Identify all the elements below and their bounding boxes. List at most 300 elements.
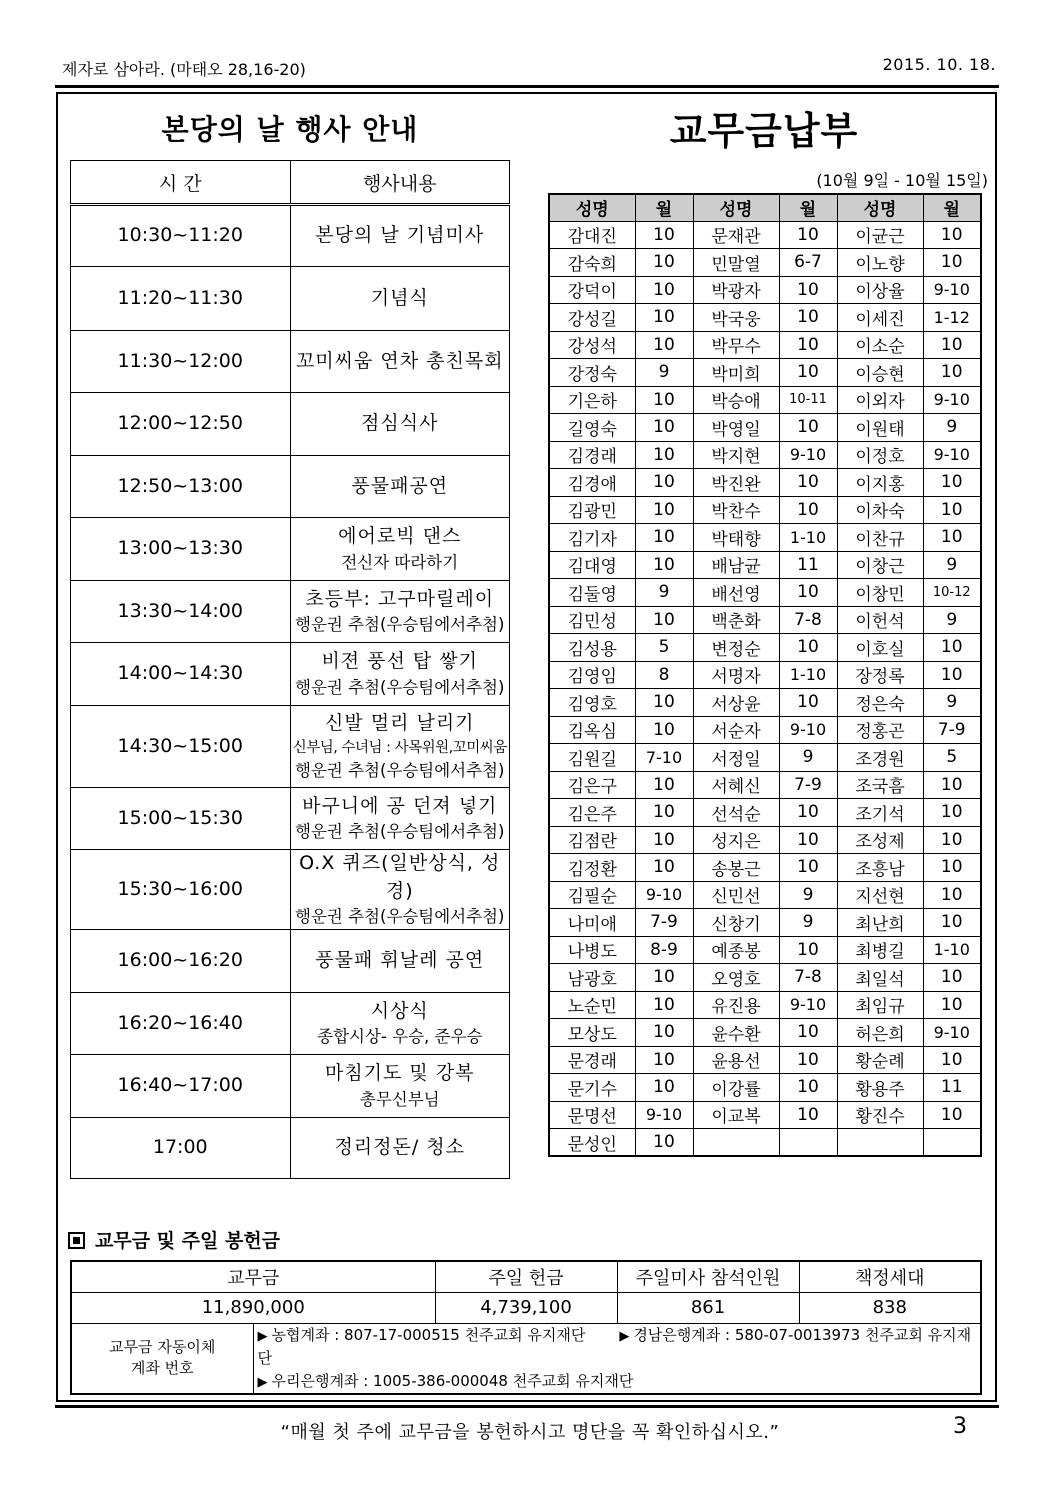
summary-col-households: 책정세대 [799,1261,981,1292]
roster-month: 10 [635,221,693,249]
roster-col-month: 월 [635,194,693,221]
roster-month: 9 [923,414,981,442]
roster-month: 10 [923,496,981,524]
roster-name: 이찬규 [837,524,923,552]
roster-name: 최병길 [837,936,923,964]
event-detail: 종합시상- 우승, 준우승 [317,1027,483,1047]
roster-month: 10 [635,964,693,992]
roster-month: 10 [635,441,693,469]
roster-month: 11 [923,1074,981,1102]
roster-name: 이노향 [837,249,923,277]
roster-name: 이호실 [837,634,923,662]
schedule-row [71,331,510,393]
roster-name: 황진수 [837,1101,923,1129]
roster-name: 이지홍 [837,469,923,497]
roster-name [693,1129,779,1157]
roster-row [549,1019,981,1047]
schedule-row [71,518,510,581]
account-label-line1: 교무금 자동이체 [109,1337,216,1356]
event-detail: 신부님, 수녀님 : 사목위원,꼬미씨움 [292,739,507,756]
roster-row [549,524,981,552]
roster-name: 김민성 [549,606,635,634]
roster-name: 김은구 [549,771,635,799]
event-name: O.X 퀴즈(일반상식, 성경) [299,852,501,902]
roster-name: 송봉근 [693,854,779,882]
schedule-content [290,643,510,706]
roster-month: 10 [779,221,837,249]
roster-month: 9 [779,744,837,772]
triangle-right-icon: ▶ [257,1328,268,1344]
roster-month: 10 [635,331,693,359]
roster-month: 9-10 [779,716,837,744]
roster-name: 김영임 [549,661,635,689]
summary-offering-value: 4,739,100 [435,1292,617,1323]
schedule-content [290,1055,510,1118]
roster-name: 서상윤 [693,689,779,717]
roster-month: 10 [779,496,837,524]
roster-col-name: 성명 [837,194,923,221]
roster-row [549,964,981,992]
schedule-time: 10:30~11:20 [71,205,291,267]
roster-month: 10 [923,249,981,277]
roster-month: 10 [923,909,981,937]
account-list [253,1323,981,1394]
roster-name: 박승애 [693,386,779,414]
roster-name: 서정일 [693,744,779,772]
schedule-content [290,205,510,267]
roster-row [549,221,981,249]
roster-month: 10 [635,1074,693,1102]
roster-month: 10 [779,826,837,854]
schedule-row [71,706,510,788]
roster-row [549,771,981,799]
roster-name: 신창기 [693,909,779,937]
roster-row [549,1074,981,1102]
roster-month: 9 [779,881,837,909]
roster-name: 황순례 [837,1046,923,1074]
account-kyongnam: 경남은행계좌 : 580-07-0013973 천주교회 유지재단 [257,1325,972,1367]
event-name: 마침기도 및 강복 [324,1062,475,1085]
roster-month: 10 [779,331,837,359]
schedule-content [290,930,510,993]
square-bullet-icon [68,1232,85,1249]
roster-name: 예종봉 [693,936,779,964]
roster-month: 7-9 [923,716,981,744]
roster-month: 10 [923,854,981,882]
roster-name: 강성석 [549,331,635,359]
roster-name: 문기수 [549,1074,635,1102]
roster-month: 10 [635,771,693,799]
summary-households-value: 838 [799,1292,981,1323]
roster-month: 10 [635,799,693,827]
roster-name: 김성용 [549,634,635,662]
roster-month: 10 [635,689,693,717]
roster-month: 10 [923,359,981,387]
roster-row [549,249,981,277]
roster-row [549,936,981,964]
roster-month: 9 [923,689,981,717]
roster-month: 7-8 [779,606,837,634]
roster-month: 9-10 [923,1019,981,1047]
roster-month: 10 [923,771,981,799]
event-detail: 행운권 추첨(우승팀에서추첨) [295,615,505,635]
roster-month: 10 [923,331,981,359]
roster-month: 8-9 [635,936,693,964]
roster-name: 나미애 [549,909,635,937]
schedule-time: 16:00~16:20 [71,930,291,993]
roster-name: 조기석 [837,799,923,827]
roster-month: 11 [779,551,837,579]
event-name: 풍물패 휘날레 공연 [315,949,485,972]
event-detail: 행운권 추첨(우승팀에서추첨) [295,760,505,780]
roster-row [549,496,981,524]
roster-month: 10 [779,276,837,304]
account-woori: 우리은행계좌 : 1005-386-000048 천주교회 유지재단 [271,1372,634,1390]
roster-name: 장정록 [837,661,923,689]
fee-section-title: 교무금납부 [669,109,859,153]
roster-month: 9-10 [923,441,981,469]
roster-month: 10 [779,634,837,662]
roster-name: 김경래 [549,441,635,469]
roster-row [549,414,981,442]
roster-name: 지선현 [837,881,923,909]
schedule-content [290,518,510,581]
schedule-row [71,643,510,706]
roster-month: 10 [635,276,693,304]
roster-month: 10 [635,1019,693,1047]
roster-name: 유진용 [693,991,779,1019]
roster-month: 7-8 [779,964,837,992]
roster-month [779,1129,837,1157]
roster-row [549,276,981,304]
roster-month: 10-12 [923,579,981,607]
roster-name: 정홍곤 [837,716,923,744]
schedule-row [71,930,510,993]
roster-col-name: 성명 [693,194,779,221]
roster-month: 10 [779,1074,837,1102]
top-rule [55,85,999,88]
roster-month: 10 [779,304,837,332]
event-name: 본당의 날 기념미사 [315,224,485,247]
roster-month: 1-10 [779,524,837,552]
roster-month: 10 [779,689,837,717]
roster-name: 백춘화 [693,606,779,634]
roster-month: 8 [635,661,693,689]
fee-period: (10월 9일 - 10월 15일) [816,171,988,190]
triangle-right-icon: ▶ [257,1375,268,1390]
roster-month: 10 [923,991,981,1019]
schedule-time: 16:20~16:40 [71,993,291,1055]
roster-month: 1-12 [923,304,981,332]
roster-month: 9-10 [635,1101,693,1129]
roster-month: 5 [923,744,981,772]
roster-name: 허은희 [837,1019,923,1047]
roster-month: 10-11 [779,386,837,414]
roster-name: 이균근 [837,221,923,249]
roster-row [549,1046,981,1074]
roster-name: 문성인 [549,1129,635,1157]
roster-month: 10 [635,854,693,882]
event-detail: 행운권 추첨(우승팀에서추첨) [295,907,505,927]
roster-row [549,1129,981,1157]
account-row [71,1323,981,1394]
header-scripture: 제자로 삼아라. (마태오 28,16-20) [62,60,306,79]
roster-month: 10 [635,249,693,277]
roster-month: 10 [635,469,693,497]
roster-name: 김원길 [549,744,635,772]
roster-month: 1-10 [779,661,837,689]
account-label-line2: 계좌 번호 [130,1359,194,1378]
roster-month: 10 [923,881,981,909]
roster-name: 이창근 [837,551,923,579]
roster-name: 서명자 [693,661,779,689]
roster-name: 민말열 [693,249,779,277]
roster-row [549,881,981,909]
schedule-row [71,267,510,331]
roster-name: 박무수 [693,331,779,359]
schedule-row [71,581,510,643]
roster-month: 10 [635,1129,693,1157]
event-schedule-table [70,160,510,1179]
roster-name: 최임규 [837,991,923,1019]
roster-month: 10 [779,1101,837,1129]
roster-month: 9 [923,551,981,579]
event-name: 기념식 [370,286,429,309]
roster-row [549,854,981,882]
roster-month: 10 [779,854,837,882]
roster-month: 10 [779,1019,837,1047]
schedule-content [290,1118,510,1179]
roster-month: 10 [923,469,981,497]
summary-col-offering: 주일 헌금 [435,1261,617,1292]
roster-name: 박태향 [693,524,779,552]
roster-month: 9-10 [923,276,981,304]
roster-month: 10 [923,634,981,662]
roster-name: 서순자 [693,716,779,744]
schedule-time: 14:30~15:00 [71,706,291,788]
account-nonghyup: 농협계좌 : 807-17-000515 천주교회 유지재단 [271,1325,586,1344]
roster-row [549,441,981,469]
roster-name: 이교복 [693,1101,779,1129]
roster-name: 조국흠 [837,771,923,799]
event-detail: 총무신부님 [359,1089,440,1109]
roster-month: 5 [635,634,693,662]
roster-month: 9-10 [635,881,693,909]
roster-name: 박국웅 [693,304,779,332]
roster-row [549,1101,981,1129]
roster-month [923,1129,981,1157]
roster-row [549,579,981,607]
roster-row [549,799,981,827]
event-detail: 행운권 추첨(우승팀에서추첨) [295,677,505,697]
footer-quote: “매월 첫 주에 교무금을 봉헌하시고 명단을 꼭 확인하십시오.” [280,1422,780,1443]
roster-name: 박찬수 [693,496,779,524]
roster-name: 박광자 [693,276,779,304]
roster-month: 7-9 [635,909,693,937]
roster-month: 10 [635,991,693,1019]
roster-name: 성지은 [693,826,779,854]
event-section-title: 본당의 날 행사 안내 [161,113,419,146]
roster-name: 조경원 [837,744,923,772]
schedule-time: 17:00 [71,1118,291,1179]
bottom-rule [55,1405,999,1408]
roster-month: 10 [923,964,981,992]
roster-month: 10 [635,386,693,414]
schedule-time: 13:00~13:30 [71,518,291,581]
event-name: 신발 멀리 날리기 [324,712,475,735]
roster-month: 10 [635,551,693,579]
roster-row [549,634,981,662]
roster-month: 7-10 [635,744,693,772]
roster-name: 김정환 [549,854,635,882]
roster-name: 이헌석 [837,606,923,634]
roster-name: 배남균 [693,551,779,579]
roster-name: 문재관 [693,221,779,249]
event-name: 풍물패공연 [351,474,449,497]
roster-month: 10 [923,1046,981,1074]
roster-row [549,744,981,772]
roster-month: 10 [779,469,837,497]
roster-name: 김광민 [549,496,635,524]
event-detail: 행운권 추첨(우승팀에서추첨) [295,822,505,842]
schedule-content [290,850,510,930]
roster-name: 박지현 [693,441,779,469]
roster-name: 이창민 [837,579,923,607]
roster-name: 강정숙 [549,359,635,387]
roster-name: 신민선 [693,881,779,909]
summary-value-row [71,1292,981,1323]
summary-table [70,1260,982,1395]
roster-name: 이정호 [837,441,923,469]
roster-name: 황용주 [837,1074,923,1102]
roster-month: 9-10 [779,441,837,469]
roster-month: 10 [635,606,693,634]
schedule-time: 13:30~14:00 [71,581,291,643]
roster-month: 10 [923,524,981,552]
roster-row [549,331,981,359]
schedule-col-content: 행사내용 [290,161,510,205]
roster-month: 9-10 [779,991,837,1019]
event-name: 초등부: 고구마릴레이 [305,587,495,610]
roster-name: 조흥남 [837,854,923,882]
roster-header-row [549,194,981,221]
schedule-content [290,706,510,788]
roster-name: 오영호 [693,964,779,992]
roster-row [549,716,981,744]
roster-name: 길영숙 [549,414,635,442]
roster-name: 감숙희 [549,249,635,277]
roster-row [549,469,981,497]
roster-row [549,304,981,332]
schedule-content [290,456,510,518]
roster-name: 최일석 [837,964,923,992]
schedule-content [290,788,510,850]
schedule-row [71,993,510,1055]
roster-month: 10 [779,579,837,607]
roster-row [549,661,981,689]
roster-name: 김대영 [549,551,635,579]
summary-header-row [71,1261,981,1292]
summary-attendance-value: 861 [617,1292,799,1323]
roster-month: 10 [635,414,693,442]
schedule-time: 16:40~17:00 [71,1055,291,1118]
roster-month: 10 [635,524,693,552]
schedule-content [290,993,510,1055]
roster-month: 10 [779,1046,837,1074]
roster-name: 박진완 [693,469,779,497]
roster-month: 10 [923,826,981,854]
roster-name: 정은숙 [837,689,923,717]
schedule-row [71,205,510,267]
roster-name: 김기자 [549,524,635,552]
roster-row [549,909,981,937]
roster-name: 이차숙 [837,496,923,524]
event-name: 시상식 [370,999,429,1022]
roster-row [549,606,981,634]
roster-name: 김경애 [549,469,635,497]
summary-col-fee: 교무금 [71,1261,435,1292]
header-date: 2015. 10. 18. [882,55,996,74]
schedule-content [290,267,510,331]
roster-month: 10 [779,936,837,964]
schedule-col-time: 시 간 [71,161,291,205]
roster-name: 이승현 [837,359,923,387]
roster-month: 10 [779,414,837,442]
roster-name: 모상도 [549,1019,635,1047]
roster-name: 이외자 [837,386,923,414]
roster-month: 9 [923,606,981,634]
schedule-row [71,1118,510,1179]
roster-month: 6-7 [779,249,837,277]
roster-month: 1-10 [923,936,981,964]
schedule-row [71,788,510,850]
roster-month: 10 [635,496,693,524]
schedule-content [290,581,510,643]
roster-col-name: 성명 [549,194,635,221]
schedule-row [71,850,510,930]
roster-name: 김필순 [549,881,635,909]
event-detail: 전신자 따라하기 [341,552,459,572]
roster-month: 10 [923,221,981,249]
schedule-row [71,456,510,518]
roster-name: 노순민 [549,991,635,1019]
roster-name: 이상율 [837,276,923,304]
roster-month: 10 [635,716,693,744]
roster-month: 10 [779,359,837,387]
roster-name: 문경래 [549,1046,635,1074]
roster-name: 이강률 [693,1074,779,1102]
roster-name: 이세진 [837,304,923,332]
roster-name: 강덕이 [549,276,635,304]
schedule-time: 11:30~12:00 [71,331,291,393]
roster-name: 김옥심 [549,716,635,744]
roster-name: 윤수환 [693,1019,779,1047]
roster-name: 나병도 [549,936,635,964]
event-name: 비젼 풍선 탑 쌓기 [321,650,479,673]
summary-heading [68,1226,280,1253]
roster-name: 박영일 [693,414,779,442]
roster-row [549,359,981,387]
event-name: 정리정돈/ 청소 [334,1136,466,1159]
schedule-row [71,393,510,456]
schedule-row [71,1055,510,1118]
schedule-content [290,393,510,456]
roster-name: 배선영 [693,579,779,607]
roster-name: 윤용선 [693,1046,779,1074]
roster-name: 김점란 [549,826,635,854]
roster-name: 최난희 [837,909,923,937]
schedule-time: 15:00~15:30 [71,788,291,850]
